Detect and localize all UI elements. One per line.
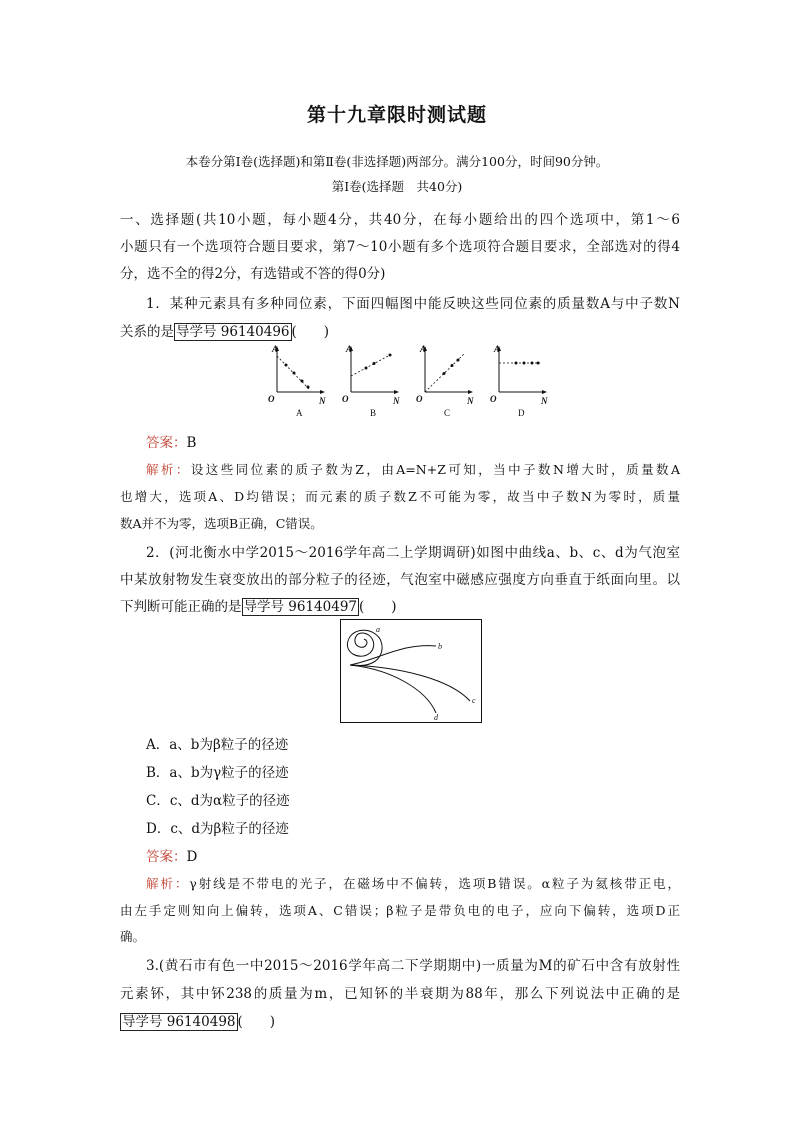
q1-answer-label: 答案： (146, 435, 187, 451)
graph-c-origin-label: O (416, 394, 423, 404)
graph-d-option-label: D (518, 408, 525, 418)
track-d (350, 665, 436, 713)
q1-analysis-line-1 (146, 460, 680, 478)
instruction-line-3: 分，选不全的得2分，有选错或不答的得0分) (120, 266, 386, 282)
page-title: 第十九章限时测试题 (306, 104, 487, 126)
graph-a (268, 344, 326, 418)
q2-analysis-label: 解析： (146, 876, 190, 891)
graph-d-y-label: A (494, 344, 501, 354)
q2-stem-line-1: 2．(河北衡水中学2015～2016学年高二上学期调研)如图中曲线a、b、c、d为气泡室 (146, 545, 680, 561)
q3-stem-line-2: 元素钚，其中钚238的质量为m，已知钚的半衰期为88年，那么下列说法中正确的是 (120, 986, 680, 1002)
q1-stem-line-1: 1．某种元素具有多种同位素，下面四幅图中能反映这些同位素的质量数A与中子数N (146, 296, 680, 312)
graph-b-y-label: A (346, 344, 353, 354)
graph-b-option-label: B (370, 408, 377, 418)
graph-d (490, 344, 548, 418)
q1-analysis-line-3: 数A并不为零，选项B正确，C错误。 (120, 516, 323, 531)
q3-stem-line-3 (120, 1010, 680, 1030)
graph-d-origin-label: O (490, 394, 497, 404)
part-one-header: 第Ⅰ卷(选择题 共40分) (331, 179, 463, 194)
q3-code-box[interactable]: 导学号 96140498 (122, 1014, 236, 1030)
q3-answer-paren: ( ) (237, 1014, 276, 1030)
graph-d-x-label: N (541, 396, 548, 406)
graph-c-y-label: A (420, 344, 427, 354)
graph-c-option-label: C (444, 408, 451, 418)
exam-intro: 本卷分第Ⅰ卷(选择题)和第Ⅱ卷(非选择题)两部分。满分100分，时间90分钟。 (185, 154, 609, 169)
graph-c (416, 344, 474, 418)
track-b-label: b (438, 642, 442, 651)
q2-choice-b: B．a、b为γ粒子的径迹 (146, 765, 289, 781)
q2-analysis-line-1 (146, 874, 680, 892)
graph-a-x-label: N (319, 396, 326, 406)
q1-analysis-text-1: 设这些同位素的质子数为Z，由A=N+Z可知，当中子数N增大时，质量数A (190, 462, 680, 477)
graph-a-y-label: A (272, 344, 279, 354)
graph-b-x-label: N (393, 396, 400, 406)
q1-stem-prefix: 关系的是 (120, 324, 174, 340)
graph-c-x-label: N (467, 396, 474, 406)
q2-answer-paren: ( ) (359, 599, 397, 615)
q2-stem-prefix: 下判断可能正确的是 (120, 599, 242, 615)
q1-analysis-label: 解析： (146, 462, 191, 477)
q2-choice-d: D．c、d为β粒子的径迹 (146, 821, 289, 837)
track-c-label: c (472, 696, 476, 705)
track-c (350, 665, 470, 701)
track-b (350, 646, 436, 665)
q1-code-box[interactable]: 导学号 96140496 (176, 324, 290, 340)
q2-stem-line-3 (120, 595, 680, 615)
q2-analysis-text-1: γ射线是不带电的光子，在磁场中不偏转，选项B错误。α粒子为氦核带正电， (189, 876, 680, 891)
q2-bubble-chamber-figure (340, 619, 482, 723)
track-d-label: d (434, 713, 438, 722)
q2-answer (146, 845, 706, 865)
q2-choice-a: A．a、b为β粒子的径迹 (146, 737, 289, 753)
q2-answer-value: D (186, 849, 198, 865)
q2-answer-label: 答案： (146, 849, 187, 865)
q1-stem-line-2 (120, 320, 680, 340)
graph-a-option-label: A (296, 408, 303, 418)
q1-answer-paren: ( ) (291, 324, 330, 340)
graph-a-origin-label: O (268, 394, 275, 404)
q2-analysis-line-2: 由左手定则知向上偏转，选项A、C错误；β粒子是带负电的电子，应向下偏转，选项D正 (120, 903, 680, 918)
instruction-line-1: 一、选择题(共10小题，每小题4分，共40分，在每小题给出的四个选项中，第1～6 (120, 212, 680, 228)
q1-answer (146, 431, 706, 451)
track-a-label: a (376, 625, 380, 634)
q3-stem-line-1: 3.(黄石市有色一中2015～2016学年高二下学期期中)一质量为M的矿石中含有放射性 (146, 958, 680, 974)
q2-stem-line-2: 中某放射物发生衰变放出的部分粒子的径迹，气泡室中磁感应强度方向垂直于纸面向里。以 (120, 572, 680, 588)
q2-analysis-line-3: 确。 (120, 929, 146, 944)
track-a (347, 630, 382, 665)
instruction-line-2: 小题只有一个选项符合题目要求，第7～10小题有多个选项符合题目要求，全部选对的得4 (120, 239, 680, 255)
q1-graphs-figure (262, 344, 562, 424)
q1-analysis-line-2: 也增大，选项A、D均错误；而元素的质子数Z不可能为零，故当中子数N为零时，质量 (120, 489, 680, 504)
graph-b-origin-label: O (342, 394, 349, 404)
graph-b (342, 344, 400, 418)
q2-choice-c: C．c、d为α粒子的径迹 (146, 793, 290, 809)
q2-code-box[interactable]: 导学号 96140497 (243, 599, 358, 615)
q1-answer-value: B (186, 435, 197, 451)
